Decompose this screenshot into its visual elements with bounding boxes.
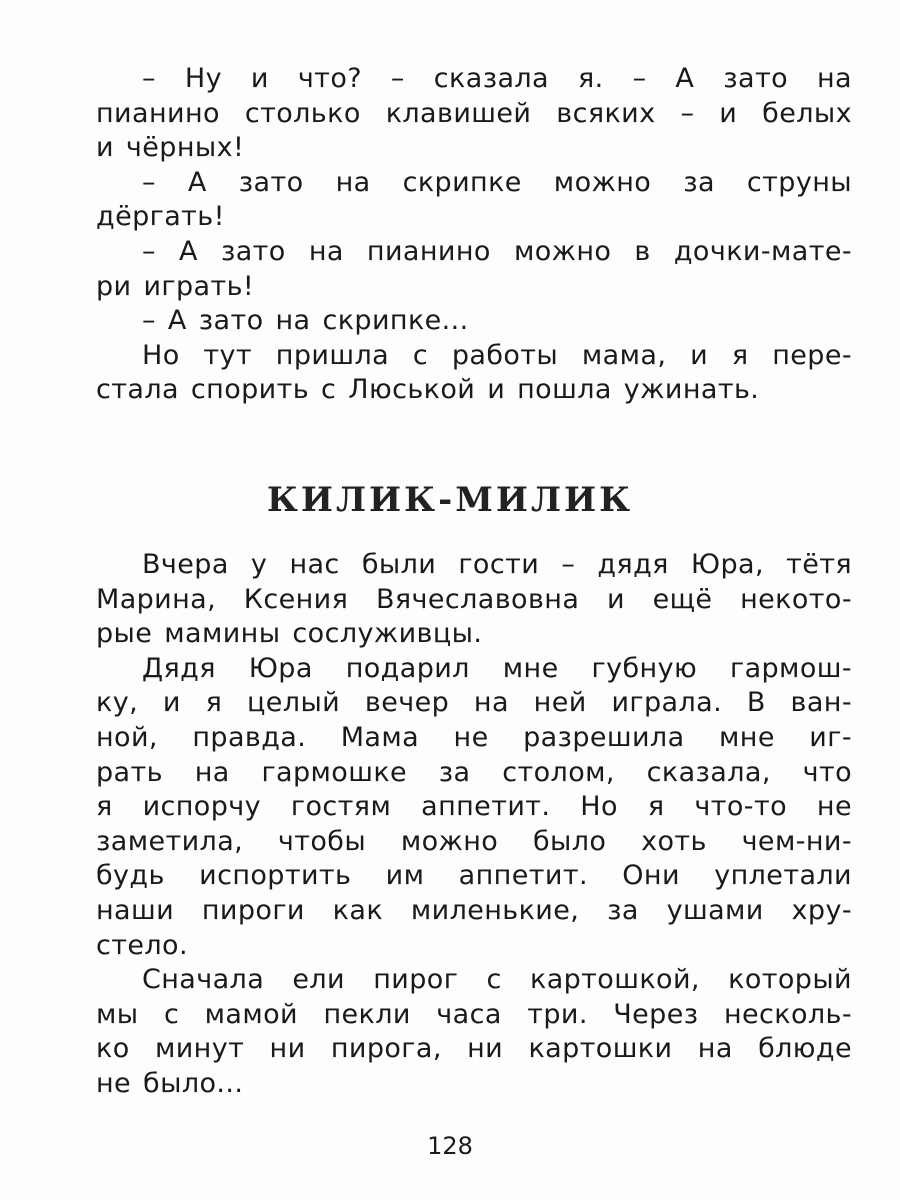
text-line: не было...: [96, 1067, 244, 1099]
text-line: – А зато на скрипке...: [142, 305, 469, 337]
text-line: Марина, Ксения Вячеславовна и ещё некото-: [96, 583, 852, 615]
text-line: ку, и я целый вечер на ней играла. В ван-: [96, 687, 852, 719]
text-line: пианино столько клавишей всяких – и белых: [96, 97, 852, 129]
text-line: Сначала ели пирог с картошкой, который: [142, 964, 852, 996]
text-line: ной, правда. Мама не разрешила мне иг-: [96, 721, 852, 753]
text-block-bottom: [96, 548, 852, 1102]
text-line: заметила, чтобы можно было хоть чем-ни-: [96, 825, 852, 857]
text-line: Дядя Юра подарил мне губную гармош-: [142, 652, 852, 684]
page-number: 128: [427, 1132, 473, 1160]
chapter-heading: КИЛИК-МИЛИК: [266, 480, 634, 520]
text-line: – А зато на пианино можно в дочки-мате-: [142, 235, 852, 267]
text-line: – Ну и что? – сказала я. – А зато на: [142, 63, 852, 94]
text-line: – А зато на скрипке можно за струны: [142, 166, 852, 198]
text-line: наши пироги как миленькие, за ушами хру-: [96, 894, 852, 926]
text-line: я испорчу гостям аппетит. Но я что-то не: [96, 791, 852, 823]
text-block-top: [96, 62, 852, 408]
text-line: мы с мамой пекли часа три. Через несколь-: [96, 998, 852, 1030]
text-line: рать на гармошке за столом, сказала, что: [96, 756, 852, 788]
text-line: дёргать!: [96, 201, 225, 233]
text-line: ри играть!: [96, 270, 255, 302]
text-line: и чёрных!: [96, 132, 245, 164]
text-line: ко минут ни пирога, ни картошки на блюде: [96, 1033, 852, 1065]
text-line: будь испортить им аппетит. Они уплетали: [96, 860, 852, 892]
text-line: Но тут пришла с работы мама, и я пере-: [142, 339, 852, 371]
text-line: рые мамины сослуживцы.: [96, 618, 483, 650]
text-line: Вчера у нас были гости – дядя Юра, тётя: [142, 549, 852, 580]
text-line: стело.: [96, 929, 188, 961]
text-line: стала спорить с Люськой и пошла ужинать.: [96, 374, 760, 406]
